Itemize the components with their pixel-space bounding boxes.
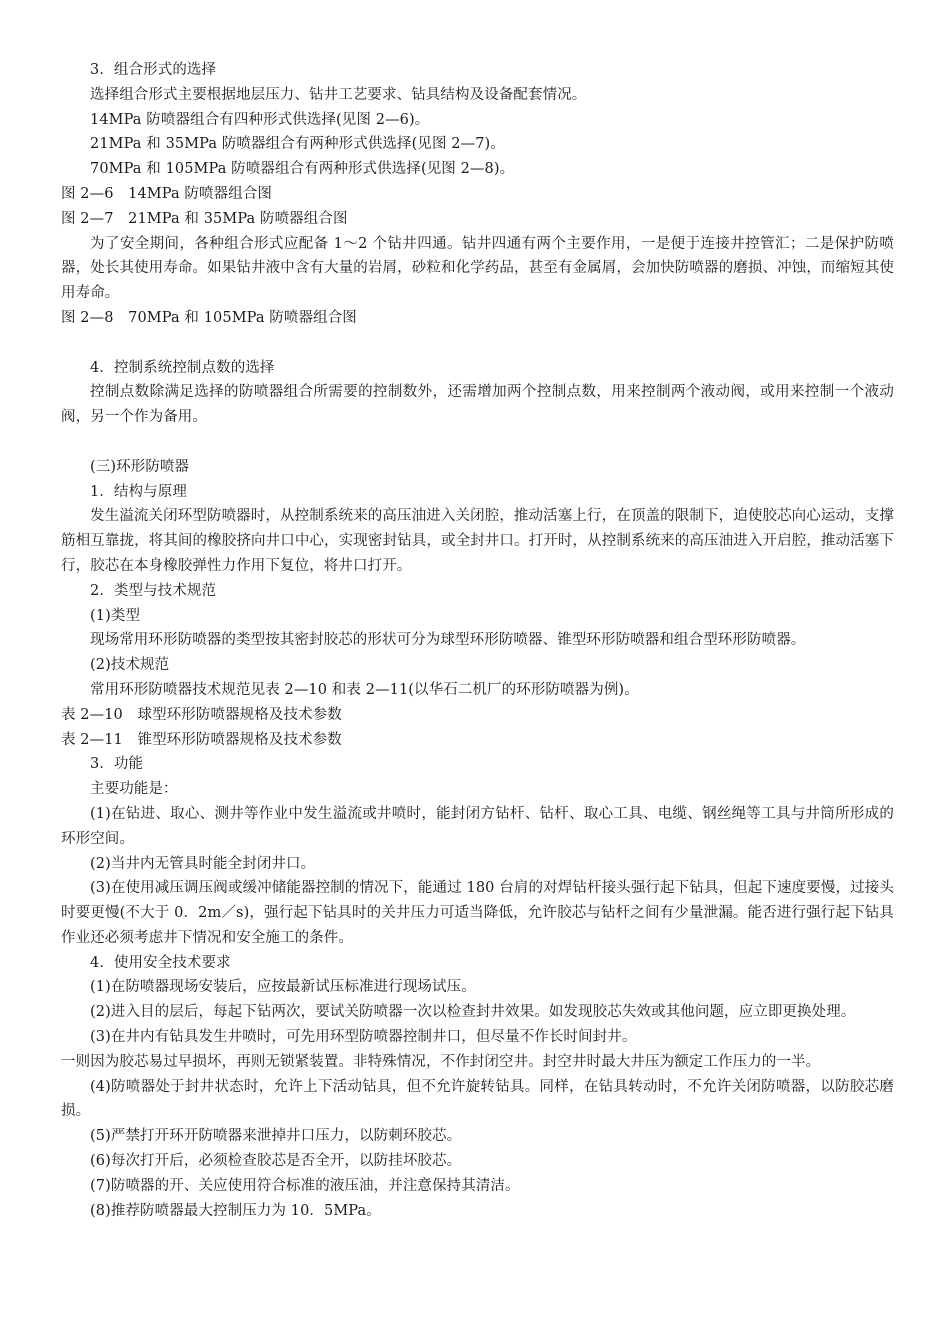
paragraph: 选择组合形式主要根据地层压力、钻井工艺要求、钻具结构及设备配套情况。 <box>90 86 587 103</box>
paragraph: 常用环形防喷器技术规范见表 2—10 和表 2—11(以华石二机厂的环形防喷器为例)。 <box>90 681 639 698</box>
paragraph: 14MPa 防喷器组合有四种形式供选择(见图 2—6)。 <box>90 111 430 128</box>
caption-line: 图 2—7 21MPa 和 35MPa 防喷器组合图 <box>61 210 348 227</box>
paragraph: (1)在防喷器现场安装后，应按最新试压标准进行现场试压。 <box>90 979 476 996</box>
paragraph: 21MPa 和 35MPa 防喷器组合有两种形式供选择(见图 2—7)。 <box>90 136 505 153</box>
paragraph: (3)在使用减压调压阀或缓冲储能器控制的情况下，能通过 180 台肩的对焊钻杆接头强行起下钻具，但起下速度要慢，过接头时要更慢(不大于 0．2m／s)，强行起下钻具时的关井压力可适当降低，允许胶芯与钻杆之间有少量泄漏。能否进行强行起下钻具作业还必须考虑井下情况和安全施工的条件。 <box>61 880 894 946</box>
paragraph: 控制点数除满足选择的防喷器组合所需要的控制数外，还需增加两个控制点数，用来控制两个液动阀，或用来控制一个液动阀，另一个作为备用。 <box>61 384 894 426</box>
caption-line: 图 2—6 14MPa 防喷器组合图 <box>61 185 273 202</box>
paragraph: (5)严禁打开环开防喷器来泄掉井口压力，以防刺环胶芯。 <box>90 1128 462 1145</box>
paragraph: 4．控制系统控制点数的选择 <box>90 359 275 376</box>
blank-line <box>61 430 894 455</box>
paragraph: 发生溢流关闭环型防喷器时，从控制系统来的高压油进入关闭腔，推动活塞上行，在顶盖的限制下，迫使胶芯向心运动，支撑筋相互靠拢，将其间的橡胶挤向井口中心，实现密封钻具，或全封井口。打开时，从控制系统来的高压油进入开启腔，推动活塞下行，胶芯在本身橡胶弹性力作用下复位，将井口打开。 <box>61 508 894 574</box>
paragraph: 70MPa 和 105MPa 防喷器组合有两种形式供选择(见图 2—8)。 <box>90 161 515 178</box>
paragraph: 2．类型与技术规范 <box>90 582 217 599</box>
paragraph: (8)推荐防喷器最大控制压力为 10．5MPa。 <box>90 1202 381 1219</box>
paragraph: 为了安全期间，各种组合形式应配备 1～2 个钻井四通。钻井四通有两个主要作用，一是便于连接井控管汇；二是保护防喷器，处长其使用寿命。如果钻井液中含有大量的岩屑，砂粒和化学药品，甚至有金属屑，会加快防喷器的磨损、冲蚀，而缩短其使用寿命。 <box>61 235 894 302</box>
paragraph: (6)每次打开后，必须检查胶芯是否全开，以防挂坏胶芯。 <box>90 1153 462 1170</box>
paragraph: 主要功能是： <box>90 781 178 798</box>
paragraph: (1)类型 <box>90 607 141 624</box>
paragraph: 4．使用安全技术要求 <box>90 954 231 971</box>
paragraph: 3．组合形式的选择 <box>90 62 217 78</box>
caption-line: 一则因为胶芯易过早损坏，再则无锁紧装置。非特殊情况，不作封闭空井。封空井时最大井压为额定工作压力的一半。 <box>61 1053 821 1070</box>
paragraph: (3)在井内有钻具发生井喷时，可先用环型防喷器控制井口，但尽量不作长时间封井。 <box>90 1029 637 1046</box>
blank-line <box>61 331 894 356</box>
caption-line: 图 2—8 70MPa 和 105MPa 防喷器组合图 <box>61 309 357 326</box>
caption-line: 表 2—11 锥型环形防喷器规格及技术参数 <box>61 731 342 748</box>
paragraph: (2)技术规范 <box>90 657 170 674</box>
paragraph: 现场常用环形防喷器的类型按其密封胶芯的形状可分为球型环形防喷器、锥型环形防喷器和组合型环形防喷器。 <box>90 632 806 649</box>
paragraph: (三)环形防喷器 <box>90 458 190 475</box>
paragraph: (1)在钻进、取心、测井等作业中发生溢流或井喷时，能封闭方钻杆、钻杆、取心工具、电缆、钢丝绳等工具与井筒所形成的环形空间。 <box>61 805 894 847</box>
paragraph: (4)防喷器处于封井状态时，允许上下活动钻具，但不允许旋转钻具。同样，在钻具转动时，不允许关闭防喷器，以防胶芯磨损。 <box>61 1078 894 1120</box>
paragraph: 1．结构与原理 <box>90 483 187 500</box>
paragraph: (2)当井内无管具时能全封闭井口。 <box>90 855 316 872</box>
paragraph: (2)进入目的层后，每起下钻两次，要试关防喷器一次以检查封井效果。如发现胶芯失效或其他问题，应立即更换处理。 <box>90 1004 856 1021</box>
paragraph: 3．功能 <box>90 756 144 773</box>
paragraph: (7)防喷器的开、关应使用符合标准的液压油，并注意保持其清洁。 <box>90 1177 520 1194</box>
caption-line: 表 2—10 球型环形防喷器规格及技术参数 <box>61 706 342 723</box>
